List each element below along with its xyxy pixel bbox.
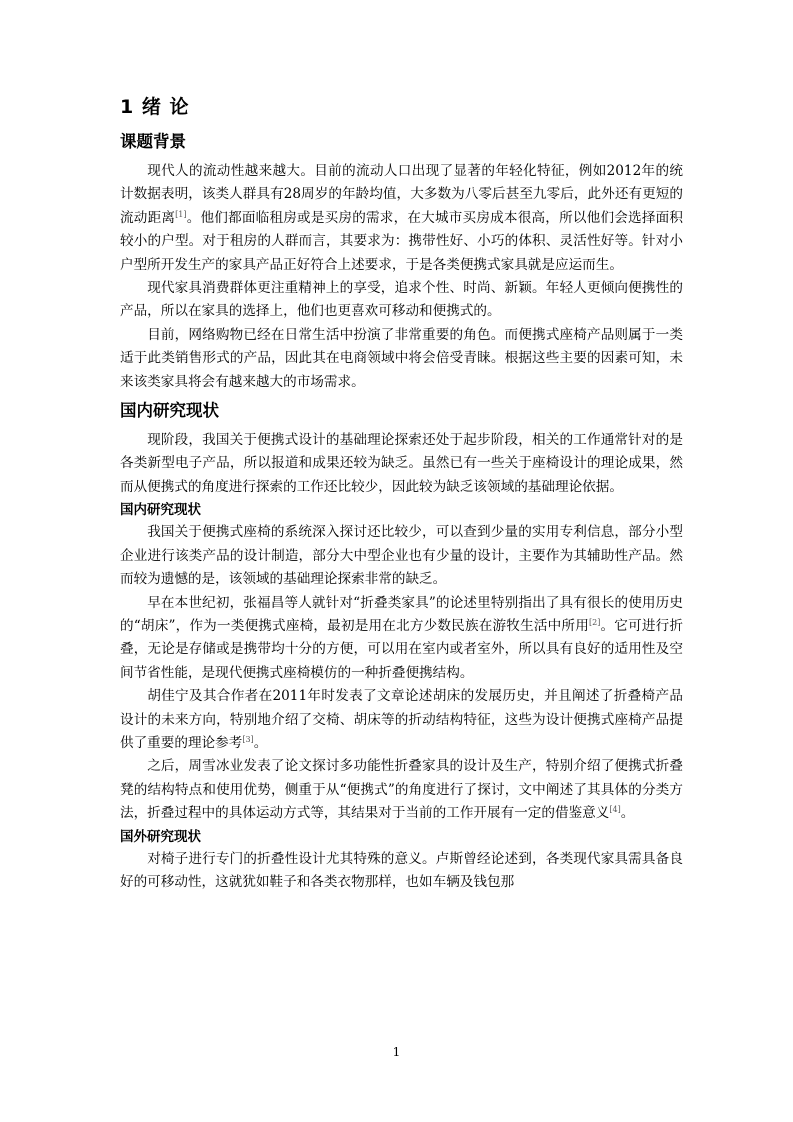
body-paragraph: 我国关于便携式座椅的系统深入探讨还比较少，可以查到少量的实用专利信息，部分小型企业进行该类产品的设计制造，部分大中型企业也有少量的设计，主要作为其辅助性产品。然而较为遗憾的是，该领域的基础理论探索非常的缺乏。 — [120, 524, 683, 588]
body-paragraph: 之后，周雪冰业发表了论文探讨多功能性折叠家具的设计及生产，特别介绍了便携式折叠凳的结构特点和使用优势，侧重于从“便携式”的角度进行了探讨，文中阐述了其具体的分类方法，折叠过程中的具体运动方式等，其结果对于当前的工作开展有一定的借鉴意义[4]。 — [120, 758, 683, 822]
body-paragraph: 现代家具消费群体更注重精神上的享受，追求个性、时尚、新颖。年轻人更倾向便携性的产品，所以在家具的选择上，他们也更喜欢可移动和便携式的。 — [120, 280, 683, 320]
body-paragraph: 现阶段，我国关于便携式设计的基础理论探索还处于起步阶段，相关的工作通常针对的是各类新型电子产品，所以报道和成果还较为缺乏。虽然已有一些关于座椅设计的理论成果，然而从便携式的角度进行探索的工作还比较少，因此较为缺乏该领域的基础理论依据。 — [120, 432, 683, 495]
subsection-title-foreign: 国外研究现状 — [120, 828, 201, 845]
subsection-title-domestic: 国内研究现状 — [120, 502, 201, 519]
document-page — [120, 92, 683, 894]
section-title-domestic-research: 国内研究现状 — [120, 401, 219, 421]
chapter-title: 1 绪 论 — [120, 96, 190, 118]
body-paragraph: 早在本世纪初，张福昌等人就针对“折叠类家具”的论述里特别指出了具有很长的使用历史的“胡床”，作为一类便携式座椅，最初是用在北方少数民族在游牧生活中所用[2]。它可进行折叠，无论是存储或是携带均十分的方便，可以用在室内或者室外，所以具有良好的适用性及空间节省性能，是现代便携式座椅模仿的一种折叠便携结构。 — [120, 594, 684, 681]
citation-ref: [2] — [588, 617, 601, 627]
body-paragraph: 对椅子进行专门的折叠性设计尤其特殊的意义。卢斯曾经论述到，各类现代家具需具备良好的可移动性，这就犹如鞋子和各类衣物那样，也如车辆及钱包那 — [120, 850, 683, 890]
citation-ref: [3] — [242, 734, 254, 744]
section-title-background: 课题背景 — [120, 132, 186, 151]
body-paragraph: 目前，网络购物已经在日常生活中扮演了非常重要的角色。而便携式座椅产品则属于一类适于此类销售形式的产品，因此其在电商领域中将会倍受青睐。根据这些主要的因素可知，未来该类家具将会有越来越大的市场需求。 — [120, 326, 683, 390]
citation-ref: [1] — [175, 209, 187, 219]
body-paragraph: 胡佳宁及其合作者在2011年时发表了文章论述胡床的发展历史，并且阐述了折叠椅产品设计的未来方向，特别地介绍了交椅、胡床等的折动结构特征，这些为设计便携式座椅产品提供了重要的理论参考[3]。 — [120, 688, 683, 751]
citation-ref: [4] — [609, 805, 621, 815]
body-paragraph: 现代人的流动性越来越大。目前的流动人口出现了显著的年轻化特征，例如2012年的统计数据表明，该类人群具有28周岁的年龄均值，大多数为八零后甚至九零后，此外还有更短的流动距离[1]。他们都面临租房或是买房的需求，在大城市买房成本很高，所以他们会选择面积较小的户型。对于租房的人群而言，其要求为：携带性好、小巧的体积、灵活性好等。针对小户型所开发生产的家具产品正好符合上述要求，于是各类便携式家具就是应运而生。 — [120, 163, 684, 273]
page-number: 1 — [392, 1045, 401, 1059]
